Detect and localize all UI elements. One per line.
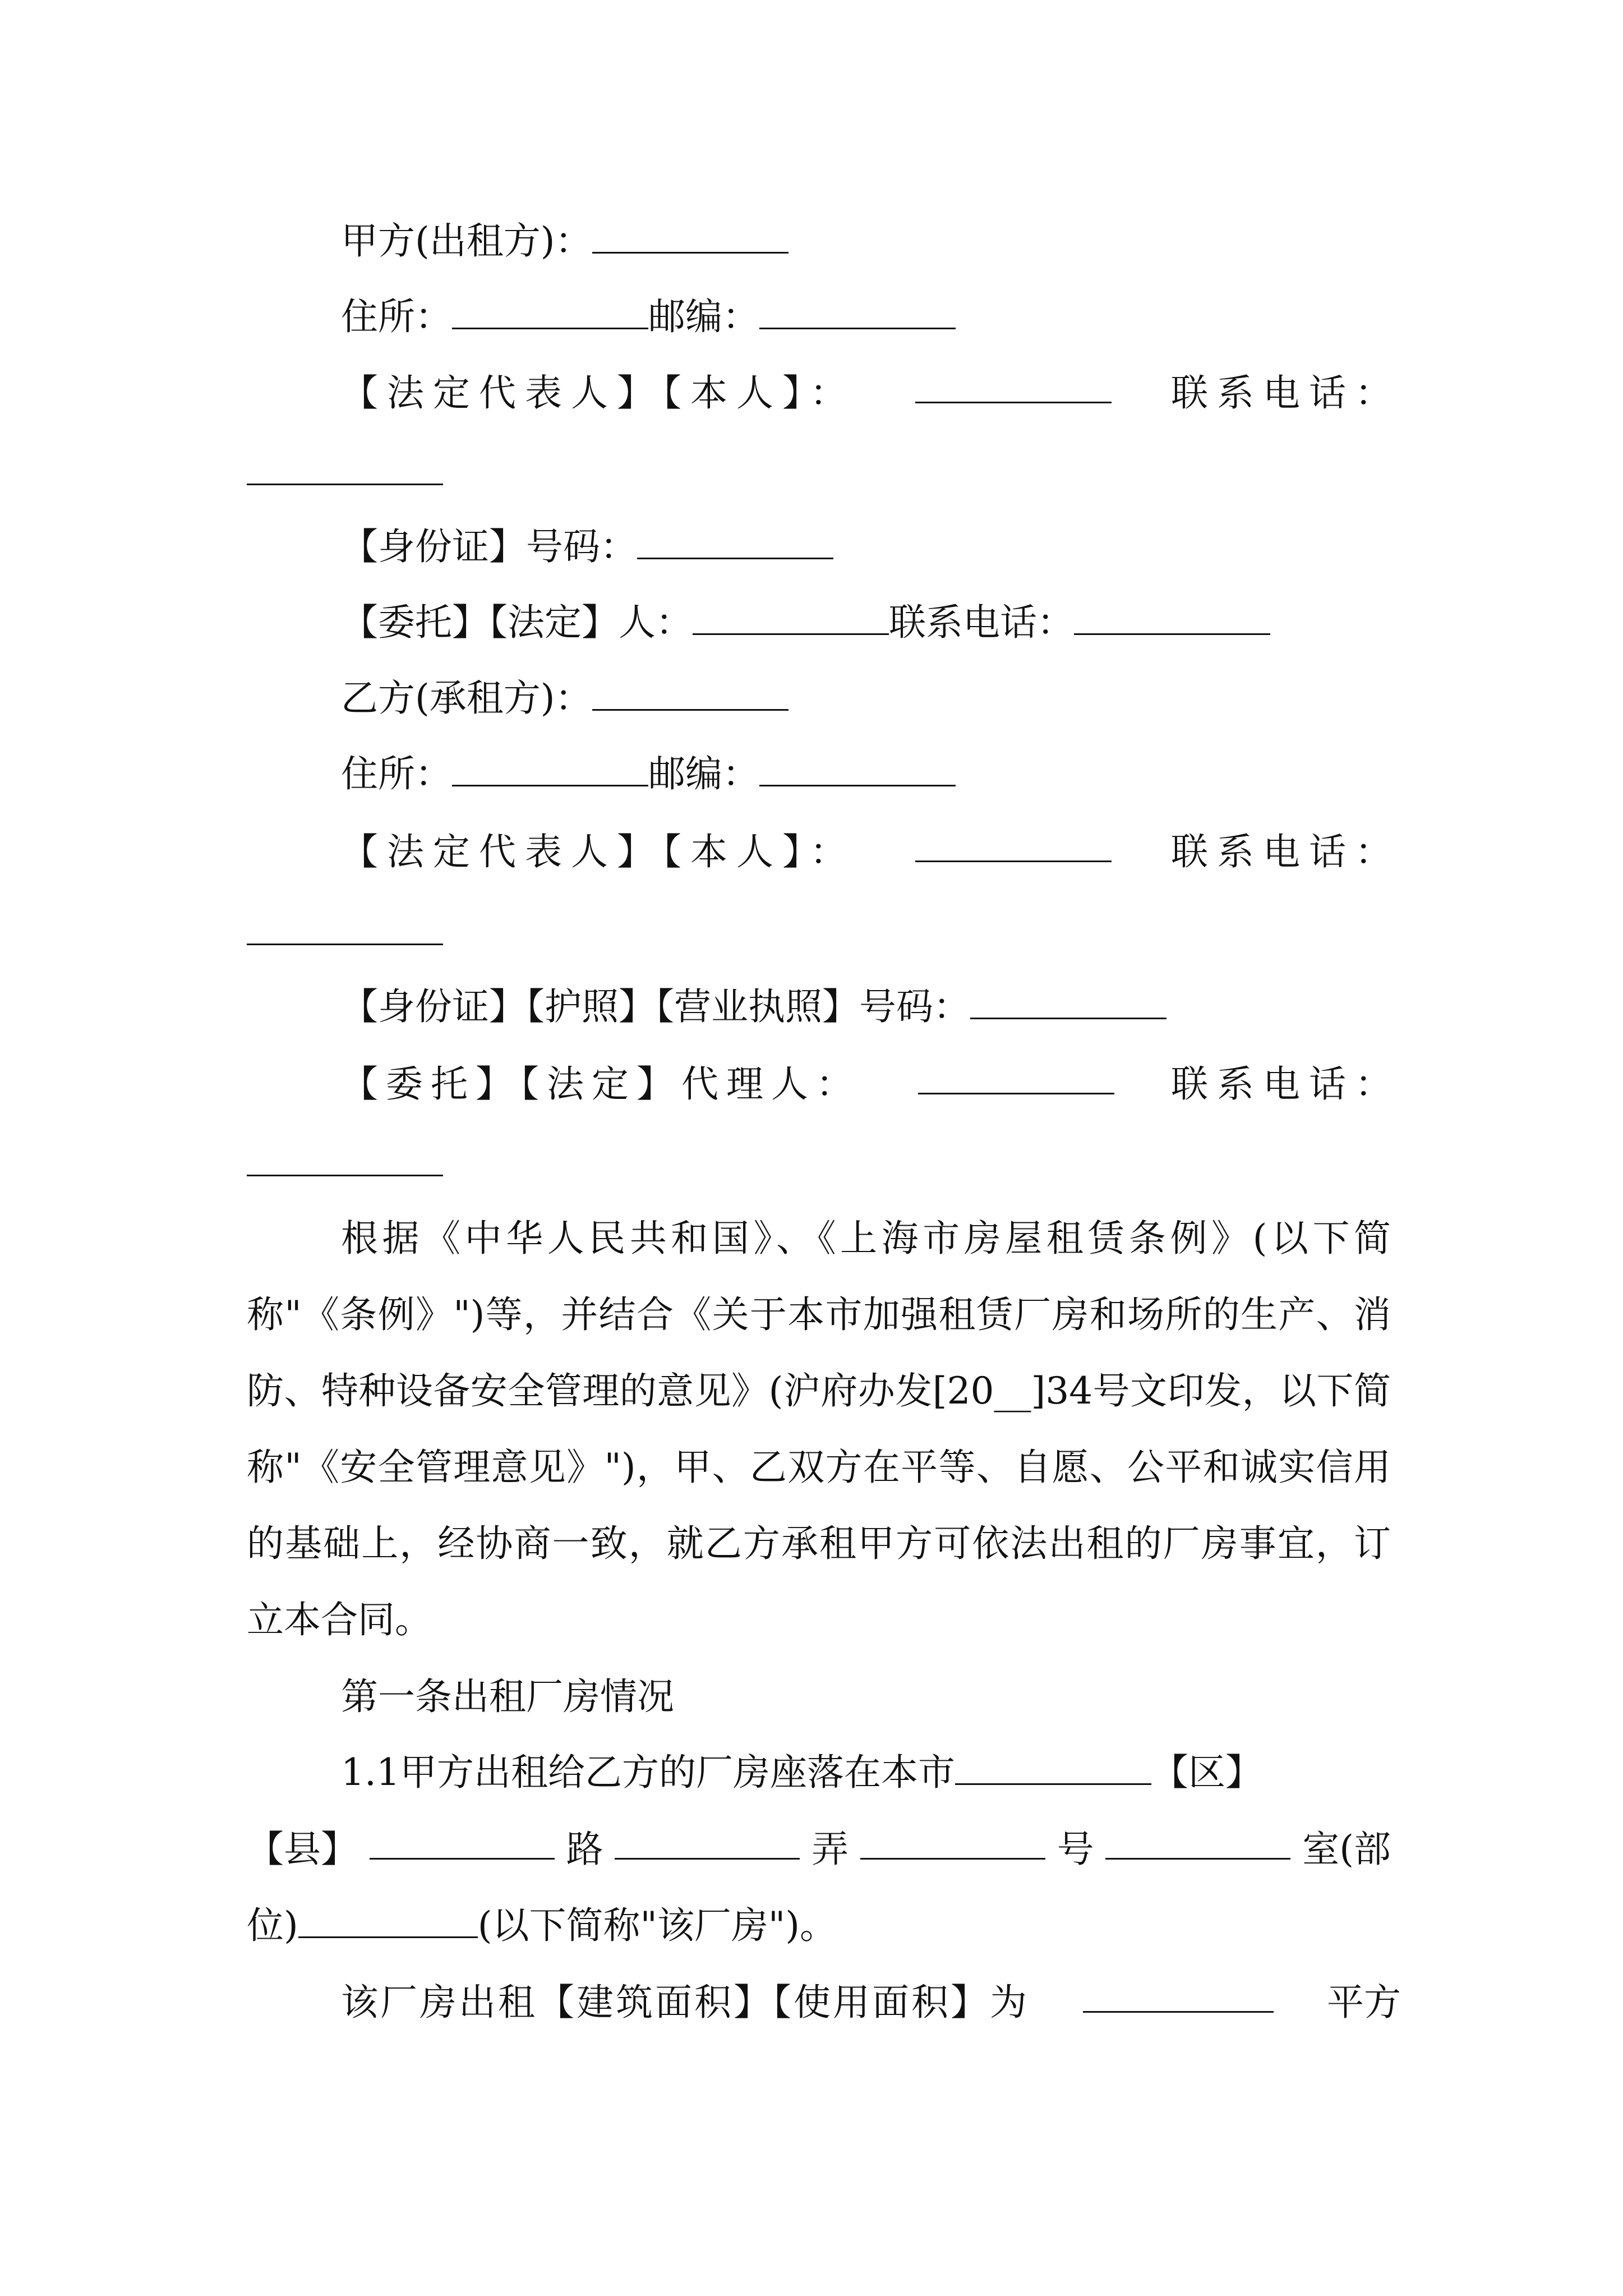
party-b-rep-line [341,827,1401,877]
number-label: 号 [1057,1828,1094,1871]
party-b-postcode-blank[interactable] [759,751,956,786]
party-b-address-line [341,749,1496,799]
lane-label: 弄 [811,1828,849,1871]
party-a-postcode-blank[interactable] [759,294,956,329]
road-label: 路 [566,1828,603,1871]
county-label: 【县】 [247,1828,358,1871]
party-b-rep-blank[interactable] [915,827,1112,862]
clause-1-1-line-1 [341,1747,1401,1798]
party-a-label: 甲方(出租方)： [341,219,592,263]
party-a-agent-phone-label: 联系电话： [889,601,1074,644]
party-b-phone-blank[interactable] [247,944,443,945]
party-a-postcode-label: 邮编： [648,295,759,338]
party-a-address-label: 住所： [341,295,452,338]
clause-1-1-line-2 [247,1824,1391,1875]
party-a-phone-blank[interactable] [247,484,443,485]
party-a-address-line [341,292,1496,342]
district-label: 【区】 [1151,1751,1262,1794]
room-label: 室(部 [1302,1828,1391,1871]
party-b-agent-label: 【委托】【法定】代理人： [341,1062,861,1106]
party-b-rep-label: 【法定代表人】【本人】： [341,830,856,873]
clause-1-1-line-3 [247,1901,1402,1951]
party-b-address-blank[interactable] [452,751,648,786]
party-b-address-label: 住所： [341,752,452,795]
party-b-agent-blank[interactable] [918,1059,1114,1094]
lane-blank[interactable] [860,1824,1045,1860]
party-a-id-blank[interactable] [637,524,833,559]
party-b-agent-phone-label: 联系电话： [1171,1062,1401,1106]
city-blank[interactable] [955,1750,1151,1785]
preamble-paragraph: 根据《中华人民共和国》、《上海市房屋租赁条例》(以下简称"《条例》")等，并结合《关于本市加强租赁厂房和场所的生产、消防、特种设备安全管理的意见》(沪府办发[20__]34号文印发，以下简称"《安全管理意见》")，甲、乙双方在平等、自愿、公平和诚实信用的基础上，经协商一致，就乙方承租甲方可依法出租的厂房事宜，订立本合同。 [247,1217,1391,1641]
party-a-address-blank[interactable] [452,294,648,329]
party-a-agent-blank[interactable] [693,600,889,635]
party-a-rep-blank[interactable] [915,368,1112,403]
party-b-id-line [341,982,1496,1032]
party-b-id-label: 【身份证】【护照】【营业执照】号码： [341,985,970,1028]
position-blank[interactable] [298,1903,478,1938]
party-a-agent-label: 【委托】【法定】人： [341,601,693,644]
area-blank[interactable] [1083,1977,1274,2013]
party-b-postcode-label: 邮编： [648,752,759,795]
party-a-agent-line [341,597,1496,648]
area-unit: 平方 [1327,1981,1401,2024]
party-a-line [341,216,1496,266]
party-a-blank[interactable] [592,218,789,254]
party-b-label: 乙方(承租方)： [341,677,592,720]
party-a-rep-line [341,368,1401,418]
clause-1-1-prefix: 1.1甲方出租给乙方的厂房座落在本市 [341,1751,955,1794]
county-blank[interactable] [370,1824,555,1860]
party-b-agent-phone-blank[interactable] [247,1175,443,1176]
area-line [341,1977,1401,2028]
party-b-agent-line [341,1059,1401,1110]
party-a-agent-phone-blank[interactable] [1074,600,1270,635]
party-b-phone-label: 联系电话： [1171,830,1401,873]
party-a-rep-label: 【法定代表人】【本人】： [341,371,856,415]
party-a-phone-label: 联系电话： [1171,371,1401,415]
position-label: 位) [247,1904,298,1947]
road-blank[interactable] [615,1824,800,1860]
party-b-id-blank[interactable] [970,984,1166,1019]
clause-1-1-suffix: (以下简称"该厂房")。 [477,1904,837,1947]
party-a-id-label: 【身份证】号码： [341,525,637,568]
article-1-title: 第一条出租厂房情况 [341,1675,674,1718]
party-b-blank[interactable] [592,675,789,711]
party-b-line [341,673,1496,724]
party-a-id-line [341,522,1496,572]
area-prefix: 该厂房出租【建筑面积】【使用面积】为 [341,1981,1029,2024]
number-blank[interactable] [1105,1824,1290,1860]
